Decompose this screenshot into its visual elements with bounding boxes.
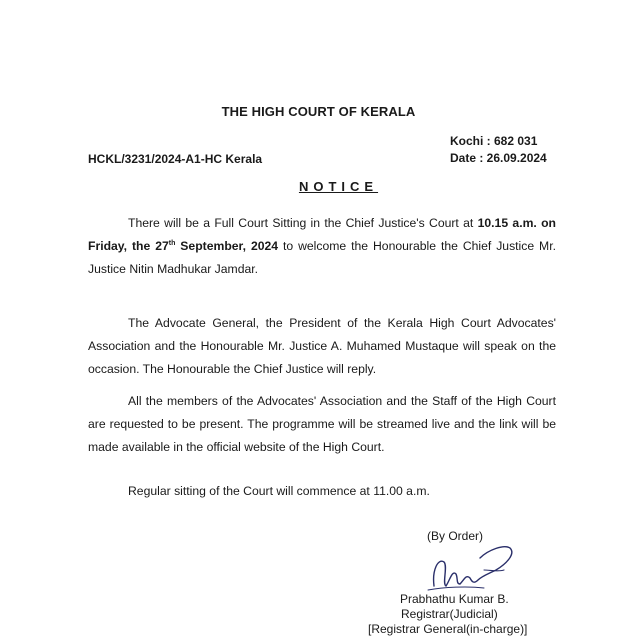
- para1-lead: There will be a Full Court Sitting in the Chief Justice's Court at: [128, 216, 478, 230]
- reference-number: HCKL/3231/2024-A1-HC Kerala: [88, 152, 263, 166]
- paragraph-speakers: The Advocate General, the President of the Kerala High Court Advocates' Association and the Honourable Mr. Justice A. Muhamed Mustaque will speak on the occasion. The Honourable the Chief Justice will reply.: [88, 316, 556, 376]
- signature-icon: [424, 540, 524, 598]
- notice-date: Date : 26.09.2024: [450, 151, 547, 165]
- place-pincode: Kochi : 682 031: [450, 134, 538, 148]
- paragraph-regular-sitting: Regular sitting of the Court will commence at 11.00 a.m.: [128, 484, 430, 498]
- para1-bold-time: 10.15 a.m. on Friday, the 27th September, 2024: [88, 216, 556, 253]
- paragraph-full-court-sitting: [88, 212, 556, 281]
- signatory-designation: Registrar(Judicial): [401, 607, 498, 621]
- paragraph-attendance: All the members of the Advocates' Association and the Staff of the High Court are requested to be present. The programme will be streamed live and the link will be made available in the official website of the High Court.: [88, 394, 556, 454]
- notice-heading: NOTICE: [298, 179, 379, 194]
- signatory-name: Prabhathu Kumar B.: [400, 592, 509, 606]
- signatory-additional-charge: [Registrar General(in-charge)]: [368, 622, 528, 636]
- court-title: THE HIGH COURT OF KERALA: [221, 104, 416, 119]
- para1-tail: to welcome the Honourable the Chief Justice Mr. Justice Nitin Madhukar Jamdar.: [88, 239, 556, 276]
- by-order-label: (By Order): [427, 529, 484, 543]
